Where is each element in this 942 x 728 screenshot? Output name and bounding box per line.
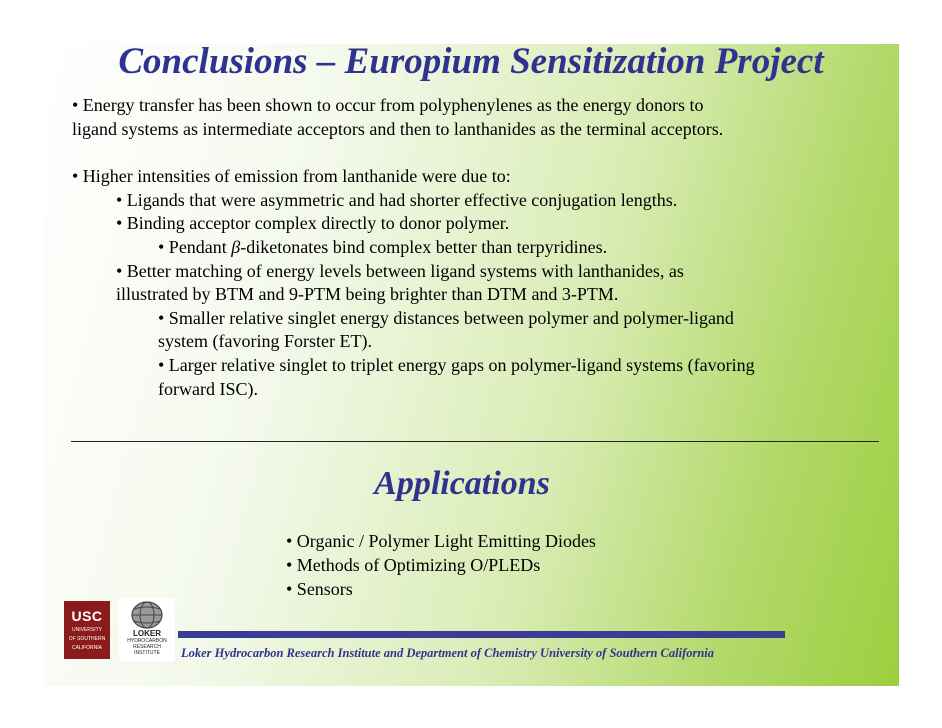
loker-logo-subtext: INSTITUTE [134,650,160,656]
conclusion-text-line: ligand systems as intermediate acceptors and then to lanthanides as the terminal acceptors. [72,118,724,139]
spacer [72,141,892,165]
loker-logo-subtext: RESEARCH [133,644,161,650]
slide-title: Conclusions – Europium Sensitization Project [118,41,824,82]
conclusion-subbullet: forward ISC). [158,378,258,399]
usc-logo [64,601,110,659]
conclusion-bullet: illustrated by BTM and 9-PTM being brighter than DTM and 3-PTM. [116,284,619,305]
conclusion-subbullet: • Smaller relative singlet energy distances between polymer and polymer-ligand [158,307,734,328]
usc-logo-subtext: CALIFORNIA [71,645,102,651]
loker-logo-subtext: HYDROCARBON [127,638,167,644]
conclusion-subbullet: • Larger relative singlet to triplet energy gaps on polymer-ligand systems (favoring [158,354,755,375]
subbullet-text: -diketonates bind complex better than terpyridines. [240,236,608,257]
conclusion-bullet: • Binding acceptor complex directly to donor polymer. [116,213,510,234]
beta-symbol: β [231,236,241,257]
application-item: • Methods of Optimizing O/PLEDs [286,555,541,575]
conclusions-body [72,94,892,401]
loker-logo-text: LOKER [133,629,161,638]
loker-institute-logo [119,598,175,661]
usc-logo-subtext: UNIVERSITY [71,627,102,633]
applications-heading: Applications [374,465,550,502]
subbullet-text: • Pendant [158,236,232,257]
application-item: • Organic / Polymer Light Emitting Diodes [286,531,596,551]
footer-bar [178,631,785,638]
globe-icon [130,600,164,630]
section-divider [71,441,879,442]
conclusion-subbullet: system (favoring Forster ET). [158,331,372,352]
conclusion-subbullet [72,236,892,260]
applications-list [286,529,596,601]
conclusion-text-line: • Higher intensities of emission from lanthanide were due to: [72,166,511,187]
conclusion-text-line: • Energy transfer has been shown to occur from polyphenylenes as the energy donors to [72,95,704,115]
usc-logo-subtext: OF SOUTHERN [68,636,106,642]
footer-credit: Loker Hydrocarbon Research Institute and Department of Chemistry University of Southern California [181,646,715,660]
usc-logo-text: USC [71,608,103,624]
application-item: • Sensors [286,579,353,599]
conclusion-bullet: • Better matching of energy levels between ligand systems with lanthanides, as [116,260,684,281]
conclusion-bullet: • Ligands that were asymmetric and had shorter effective conjugation lengths. [116,189,678,210]
